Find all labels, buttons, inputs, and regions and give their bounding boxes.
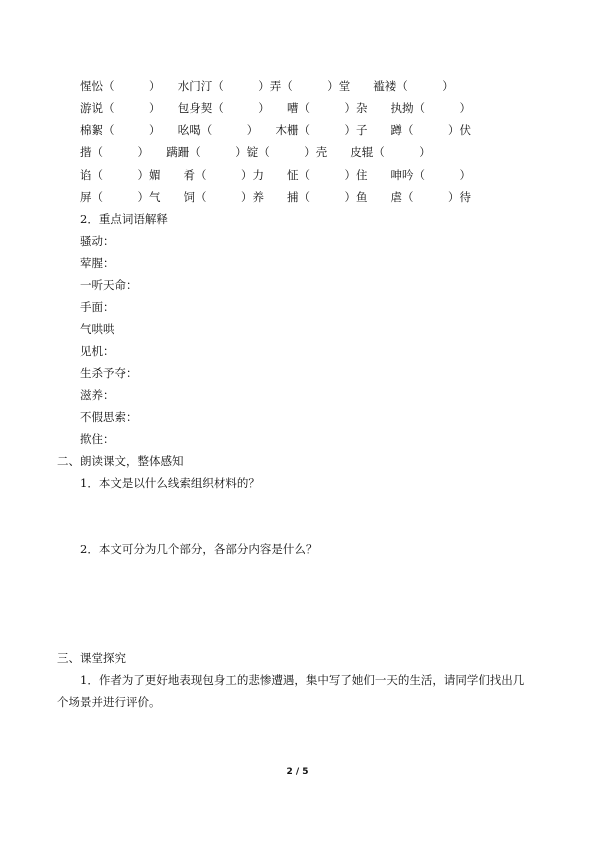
pinyin-line-3: 棉絮（ ） 吆喝（ ） 木栅（ ）子 蹲（ ）伏 [80,123,471,137]
vocab-item: 手面： [80,300,115,314]
pinyin-line-4: 揩（ ） 蹒跚（ ）锭（ ）壳 皮辊（ ） [80,145,431,159]
pinyin-line-1: 惺忪（ ） 水门汀（ ）弄（ ）堂 褴褛（ ） [80,79,454,93]
vocab-item: 气哄哄 [80,322,115,336]
section-heading-inquiry: 三、课堂探究 [57,651,126,665]
pinyin-line-5: 谄（ ）媚 肴（ ）力 怔（ ）住 呻吟（ ） [80,168,471,182]
vocab-item: 骚动： [80,234,115,248]
vocab-item: 滋养： [80,388,115,402]
vocab-heading: 2．重点词语解释 [80,212,168,226]
section-heading-reading: 二、朗读课文，整体感知 [57,454,184,468]
vocab-item: 一听天命： [80,278,138,292]
vocab-item: 荤腥： [80,256,115,270]
vocab-item: 见机： [80,344,115,358]
pinyin-line-2: 游说（ ） 包身契（ ） 嘈（ ）杂 执拗（ ） [80,101,471,115]
vocab-item: 生杀予夺： [80,366,138,380]
question-scenes-line-1: 1．作者为了更好地表现包身工的悲惨遭遇，集中写了她们一天的生活，请同学们找出几 [80,673,525,687]
pinyin-line-6: 屏（ ）气 饲（ ）养 捕（ ）鱼 虐（ ）待 [80,190,471,204]
question-scenes-line-2: 个场景并进行评价。 [57,695,161,709]
vocab-item: 揿住： [80,432,115,446]
page-number: 2 / 5 [286,767,309,777]
vocab-item: 不假思索： [80,410,138,424]
question-clue: 1．本文是以什么线索组织材料的？ [80,476,260,490]
question-structure: 2．本文可分为几个部分，各部分内容是什么？ [80,542,318,556]
